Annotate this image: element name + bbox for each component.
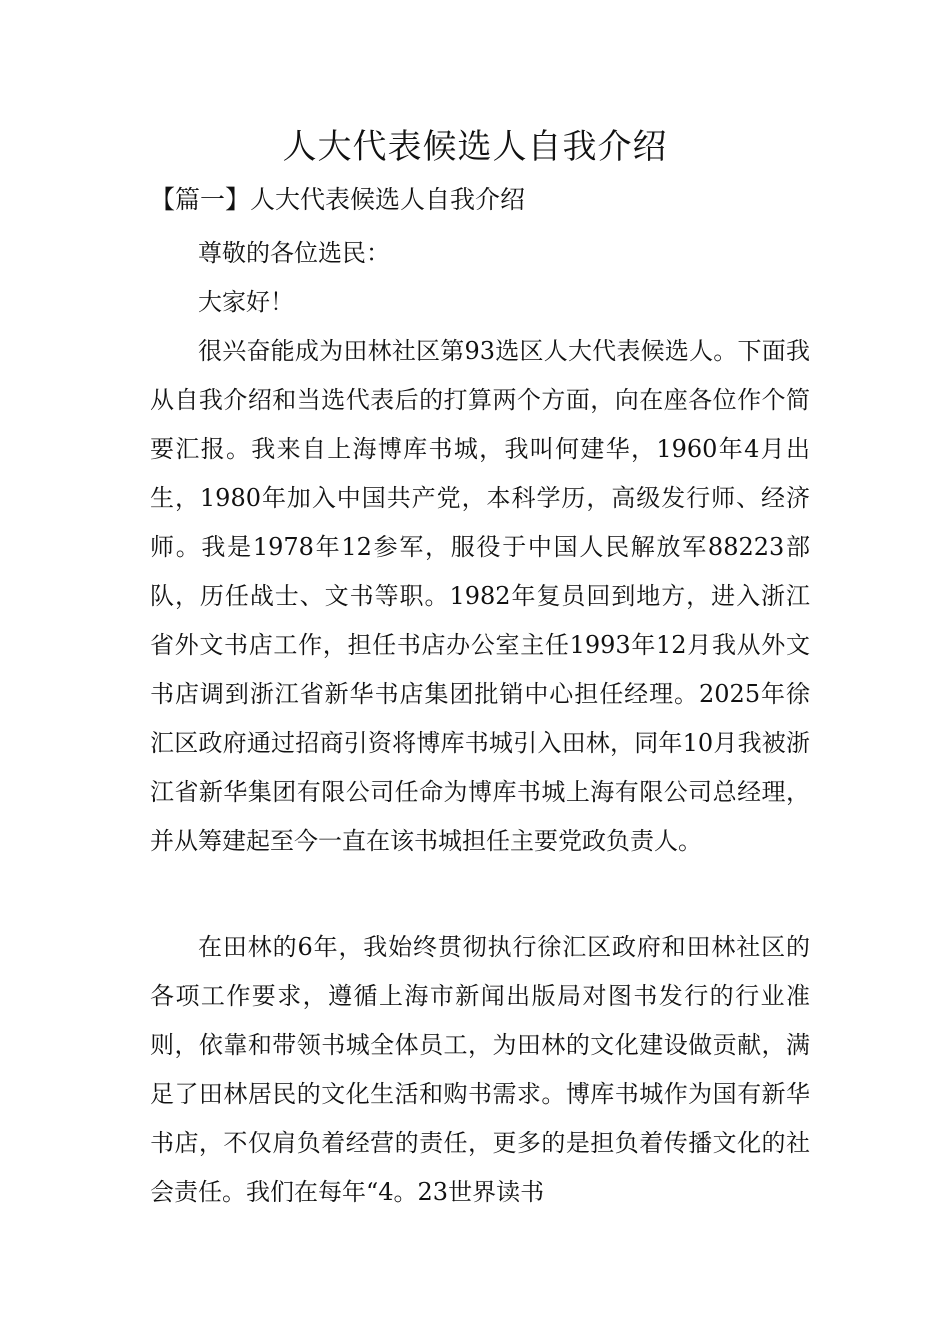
greeting-line: 尊敬的各位选民： [198, 239, 390, 267]
body-paragraph-2: 在田林的6年，我始终贯彻执行徐汇区政府和田林社区的各项工作要求，遵循上海市新闻出版局对图书发行的行业准则，依靠和带领书城全体员工，为田林的文化建设做贡献，满足了田林居民的文化生活和购书需求。博库书城作为国有新华书店，不仅肩负着经营的责任，更多的是担负着传播文化的社会责任。我们在每年“4。23世界读书 [150, 933, 810, 1206]
document-title: 人大代表候选人自我介绍 [282, 127, 668, 167]
hello-line: 大家好！ [198, 288, 294, 316]
section-heading: 【篇一】人大代表候选人自我介绍 [150, 185, 526, 214]
body-paragraph-1: 很兴奋能成为田林社区第93选区人大代表候选人。下面我从自我介绍和当选代表后的打算两个方面，向在座各位作个简要汇报。我来自上海博库书城，我叫何建华，1960年4月出生，1980年加入中国共产党，本科学历，高级发行师、经济师。我是1978年12参军，服役于中国人民解放军88223部队，历任战士、文书等职。1982年复员回到地方，进入浙江省外文书店工作，担任书店办公室主任1993年12月我从外文书店调到浙江省新华书店集团批销中心担任经理。2025年徐汇区政府通过招商引资将博库书城引入田林，同年10月我被浙江省新华集团有限公司任命为博库书城上海有限公司总经理，并从筹建起至今一直在该书城担任主要党政负责人。 [150, 337, 810, 855]
